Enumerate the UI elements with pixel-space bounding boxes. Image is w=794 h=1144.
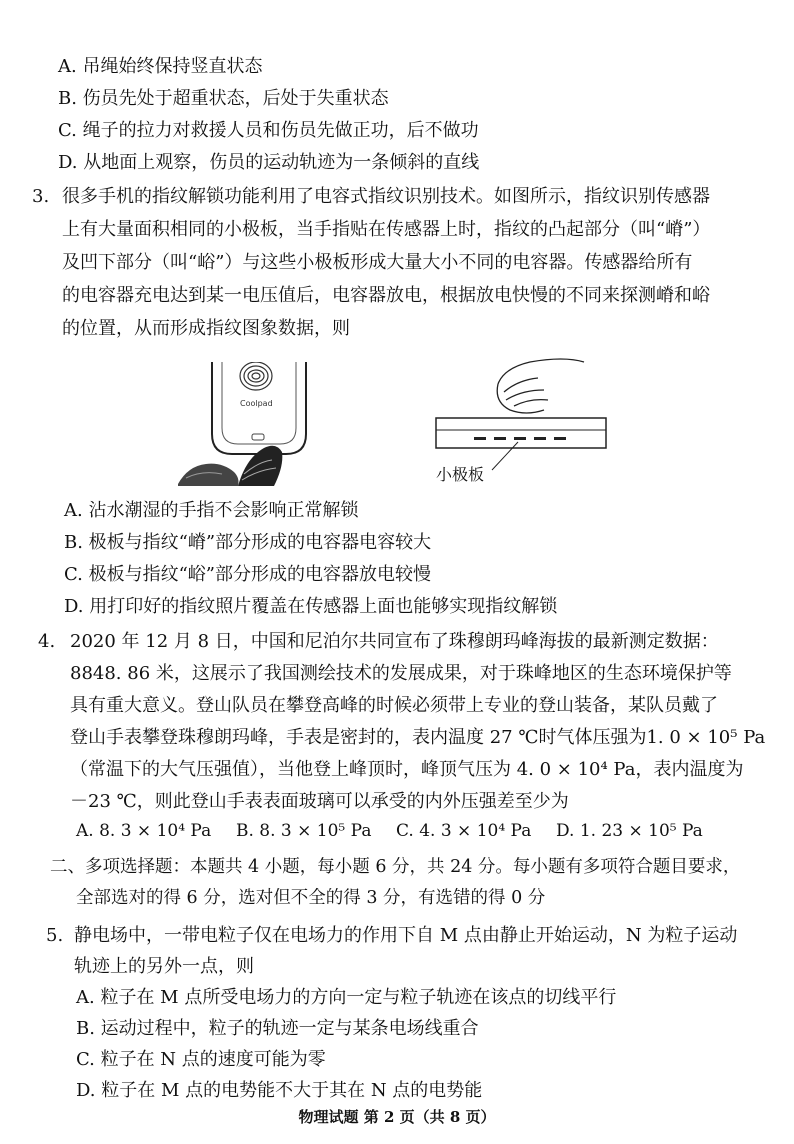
- section2-heading-line-2: 全部选对的得 6 分，选对但不全的得 3 分，有选错的得 0 分: [76, 888, 546, 908]
- q4-text-line-4: 登山手表攀登珠穆朗玛峰，手表是密封的，表内温度 27 ℃时气体压强为1. 0 × 10⁵ Pa: [70, 727, 766, 748]
- q3-text-line-2: 上有大量面积相同的小极板，当手指贴在传感器上时，指纹的凸起部分（叫“嵴”）: [62, 219, 711, 240]
- q3-option-b: B. 极板与指纹“嵴”部分形成的电容器电容较大: [64, 532, 432, 553]
- fingerprint-icon: [240, 362, 272, 390]
- finger-icon: [497, 359, 584, 413]
- q4-option-d: D. 1. 23 × 10⁵ Pa: [556, 821, 703, 841]
- q2-option-d: D. 从地面上观察，伤员的运动轨迹为一条倾斜的直线: [58, 152, 480, 173]
- q3-text-line-5: 的位置，从而形成指纹图象数据，则: [62, 318, 350, 339]
- q5-option-d: D. 粒子在 M 点的电势能不大于其在 N 点的电势能: [76, 1080, 483, 1101]
- q4-text-line-6: －23 ℃，则此登山手表表面玻璃可以承受的内外压强差至少为: [70, 791, 569, 812]
- q4-text-line-2: 8848. 86 米，这展示了我国测绘技术的发展成果，对于珠峰地区的生态环境保护等: [70, 663, 732, 684]
- q3-text-line-4: 的电容器充电达到某一电压值后，电容器放电，根据放电快慢的不同来探测嵴和峪: [62, 285, 710, 306]
- section2-heading-line-1: 二、多项选择题：本题共 4 小题，每小题 6 分，共 24 分。每小题有多项符合题目要求，: [50, 857, 741, 877]
- q4-option-a: A. 8. 3 × 10⁴ Pa: [76, 821, 212, 841]
- page-footer: 物理试题 第 2 页（共 8 页）: [298, 1108, 496, 1126]
- q2-option-b: B. 伤员先处于超重状态，后处于失重状态: [58, 88, 389, 109]
- q2-option-c: C. 绳子的拉力对救援人员和伤员先做正功，后不做功: [58, 120, 479, 141]
- q3-text-line-1: 很多手机的指纹解锁功能利用了电容式指纹识别技术。如图所示，指纹识别传感器: [62, 186, 710, 207]
- q4-text-line-3: 具有重大意义。登山队员在攀登高峰的时候必须带上专业的登山装备，某队员戴了: [70, 695, 718, 716]
- q2-option-a: A. 吊绳始终保持竖直状态: [58, 56, 263, 77]
- q5-option-c: C. 粒子在 N 点的速度可能为零: [76, 1049, 326, 1070]
- q5-text-line-1: 静电场中，一带电粒子仅在电场力的作用下自 M 点由静止开始运动，N 为粒子运动: [74, 925, 738, 946]
- q3-text-line-3: 及凹下部分（叫“峪”）与这些小极板形成大量大小不同的电容器。传感器给所有: [62, 252, 693, 273]
- q4-number: 4.: [38, 631, 56, 652]
- q4-option-c: C. 4. 3 × 10⁴ Pa: [396, 821, 532, 841]
- phone-sensor: [252, 434, 264, 440]
- q5-number: 5.: [46, 925, 64, 946]
- q4-options: [76, 820, 716, 842]
- q3-option-a: A. 沾水潮湿的手指不会影响正常解锁: [64, 500, 359, 521]
- q4-option-b: B. 8. 3 × 10⁵ Pa: [236, 821, 372, 841]
- q5-text-line-2: 轨迹上的另外一点，则: [74, 956, 254, 977]
- sensor-plate-figure: [434, 352, 624, 488]
- q3-option-c: C. 极板与指纹“峪”部分形成的电容器放电较慢: [64, 564, 431, 585]
- q4-text-line-5: （常温下的大气压强值），当他登上峰顶时，峰顶气压为 4. 0 × 10⁴ Pa，表内温度为: [70, 759, 744, 780]
- q3-number: 3.: [32, 186, 50, 207]
- q5-option-a: A. 粒子在 M 点所受电场力的方向一定与粒子轨迹在该点的切线平行: [76, 987, 617, 1008]
- q3-option-d: D. 用打印好的指纹照片覆盖在传感器上面也能够实现指纹解锁: [64, 596, 558, 617]
- q5-option-b: B. 运动过程中，粒子的轨迹一定与某条电场线重合: [76, 1018, 479, 1039]
- phone-brand-label: Coolpad: [240, 399, 273, 408]
- small-plate-label: 小极板: [436, 465, 485, 484]
- hand-icon: [178, 446, 282, 486]
- phone-fingerprint-figure: [178, 362, 338, 488]
- sensor-body: [436, 418, 606, 448]
- q4-text-line-1: 2020 年 12 月 8 日，中国和尼泊尔共同宣布了珠穆朗玛峰海拔的最新测定数据：: [70, 631, 719, 652]
